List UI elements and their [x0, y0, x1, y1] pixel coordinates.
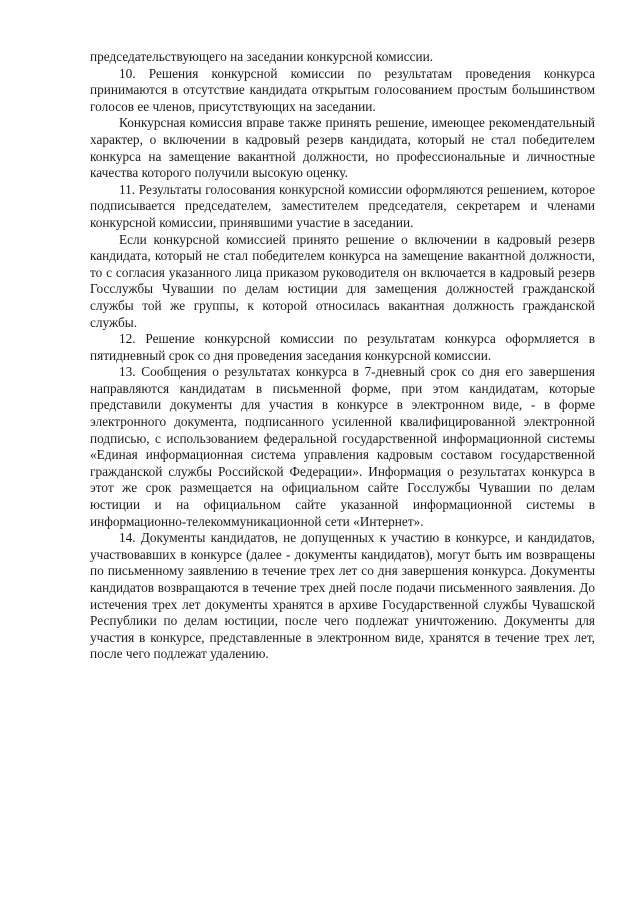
paragraph-item-10-recommendation: Конкурсная комиссия вправе также принять решение, имеющее рекомендательный характер, о включении в кадровый резерв кандидата, который не стал победителем конкурса на замещение вакантной должности, но профессиональные и личностные качества которого получили высокую оценку.	[90, 115, 595, 181]
paragraph-item-11-reserve: Если конкурсной комиссией принято решение о включении в кадровый резерв кандидата, который не стал победителем конкурса на замещение вакантной должности, то с согласия указанного лица приказом руководителя он включается в кадровый резерв Госслужбы Чувашии по делам юстиции для замещения должностей гражданской службы той же группы, к которой относилась вакантная должность гражданской службы.	[90, 231, 595, 330]
paragraph-item-11: 11. Результаты голосования конкурсной комиссии оформляются решением, которое подписывается председателем, заместителем председателя, секретарем и членами конкурсной комиссии, принявшими участие в заседании.	[90, 181, 595, 230]
paragraph-continuation: председательствующего на заседании конкурсной комиссии.	[90, 49, 434, 64]
document-page	[90, 49, 595, 663]
paragraph-item-10: 10. Решения конкурсной комиссии по результатам проведения конкурса принимаются в отсутствие кандидата открытым голосованием простым большинством голосов ее членов, присутствующих на заседании.	[90, 65, 595, 114]
paragraph-item-13: 13. Сообщения о результатах конкурса в 7-дневный срок со дня его завершения направляются кандидатам в письменной форме, при этом кандидатам, которые представили документы для участия в конкурсе в электронном виде, - в форме электронного документа, подписанного усиленной квалифицированной электронной подписью, с использованием федеральной государственной информационной системы «Единая информационная система управления кадровым составом государственной гражданской службы Российской Федерации». Информация о результатах конкурса в этот же срок размещается на официальном сайте Госслужбы Чувашии по делам юстиции и на официальном сайте указанной информационной системы в информационно-телекоммуникационной сети «Интернет».	[90, 364, 595, 529]
paragraph-item-12: 12. Решение конкурсной комиссии по результатам конкурса оформляется в пятидневный срок со дня проведения заседания конкурсной комиссии.	[90, 331, 595, 363]
paragraph-item-14: 14. Документы кандидатов, не допущенных к участию в конкурсе, и кандидатов, участвовавших в конкурсе (далее - документы кандидатов), могут быть им возвращены по письменному заявлению в течение трех лет со дня завершения конкурса. Документы кандидатов возвращаются в течение трех дней после подачи письменного заявления. До истечения трех лет документы хранятся в архиве Государственной службы Чувашской Республики по делам юстиции, после чего подлежат уничтожению. Документы для участия в конкурсе, представленные в электронном виде, хранятся в течение трех лет, после чего подлежат удалению.	[90, 530, 595, 662]
